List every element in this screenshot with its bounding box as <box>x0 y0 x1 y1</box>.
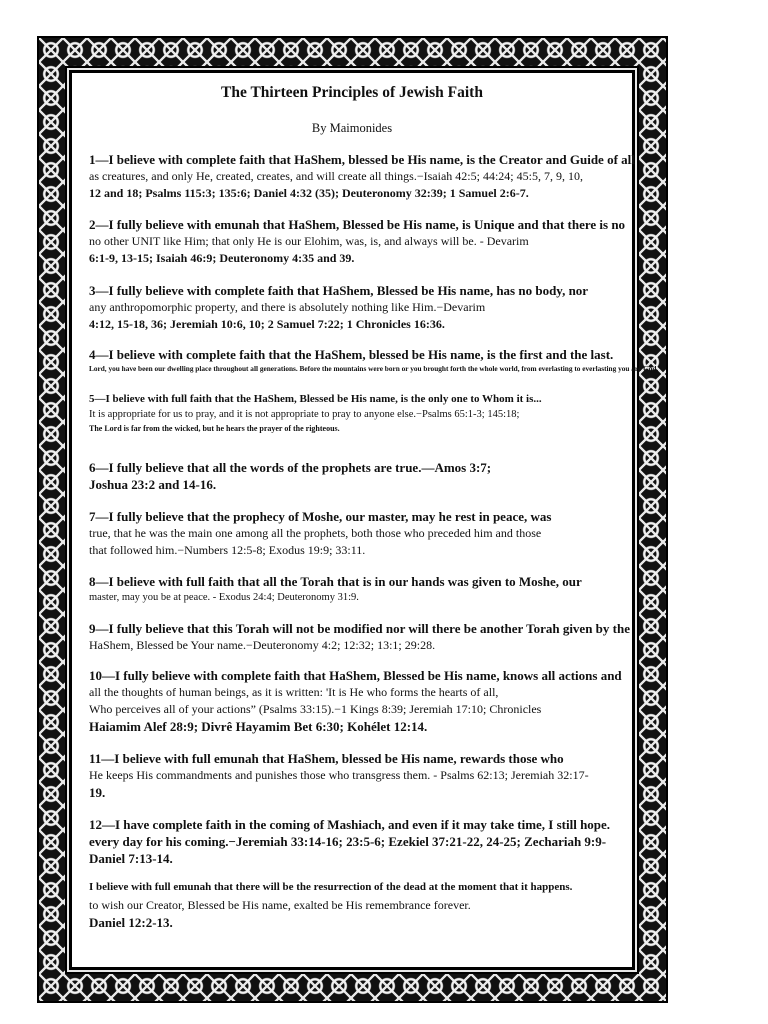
principle-2-heading: 2—I fully believe with emunah that HaShem, Blessed be His name, is Unique and that there is no <box>89 217 626 232</box>
principle-5-verse: The Lord is far from the wicked, but he hears the prayer of the righteous. <box>89 424 340 433</box>
principle-2-text: no other UNIT like Him; that only He is our Elohim, was, is, and always will be. - Devarim <box>89 234 529 248</box>
principle-6 <box>89 459 629 493</box>
principle-4-verse: Lord, you have been our dwelling place throughout all generations. Before the mountains were born or you brought forth the whole world, from everlasting to everlasting you are God. <box>89 364 659 373</box>
principle-10-heading: 10—I fully believe with complete faith that HaShem, Blessed be His name, knows all actions and <box>89 668 622 683</box>
principle-10-text-cont: Who perceives all of your actions” (Psalms 33:15).−1 Kings 8:39; Jeremiah 17:10; Chronicles <box>89 702 542 716</box>
principle-10-references: Haiamim Alef 28:9; Divrê Hayamim Bet 6:30; Kohélet 12:14. <box>89 719 428 734</box>
principle-6-references: Joshua 23:2 and 14-16. <box>89 477 217 492</box>
principle-3-text: any anthropomorphic property, and there is absolutely nothing like Him.−Devarim <box>89 300 486 314</box>
principle-2-references: 6:1-9, 13-15; Isaiah 46:9; Deuteronomy 4:35 and 39. <box>89 251 355 265</box>
principle-2 <box>89 216 629 267</box>
principle-5 <box>89 391 629 435</box>
principle-4 <box>89 346 768 375</box>
principle-6-heading: 6—I fully believe that all the words of the prophets are true.—Amos 3:7; <box>89 460 492 475</box>
principle-11-heading: 11—I believe with full emunah that HaShem, blessed be His name, rewards those who <box>89 751 564 766</box>
principle-11-text: He keeps His commandments and punishes those who transgress them. - Psalms 62:13; Jeremiah 32:17- <box>89 768 589 782</box>
principle-8 <box>89 573 629 606</box>
principle-12 <box>89 816 629 867</box>
principle-1-references: 12 and 18; Psalms 115:3; 135:6; Daniel 4:32 (35); Deuteronomy 32:39; 1 Samuel 2:6-7. <box>89 186 529 200</box>
principle-1-heading: 1—I believe with complete faith that HaShem, blessed be His name, is the Creator and Guide of all <box>89 152 635 167</box>
principle-1-text: as creatures, and only He, created, creates, and will create all things.−Isaiah 42:5; 44:24; 45:5, 7, 9, 10, <box>89 169 583 183</box>
principle-7 <box>89 508 629 559</box>
principle-10 <box>89 667 629 735</box>
principle-13-heading: I believe with full emunah that there will be the resurrection of the dead at the moment that it happens. <box>89 881 573 893</box>
principle-12-heading: 12—I have complete faith in the coming of Mashiach, and even if it may take time, I still hope. <box>89 817 611 832</box>
principle-3 <box>89 282 629 333</box>
principle-3-references: 4:12, 15-18, 36; Jeremiah 10:6, 10; 2 Samuel 7:22; 1 Chronicles 16:36. <box>89 317 445 331</box>
principle-9 <box>89 620 629 654</box>
principle-11-references: 19. <box>89 785 106 800</box>
principle-13 <box>89 879 629 931</box>
author-line: By Maimonides <box>311 121 393 135</box>
principle-7-text: true, that he was the main one among all the prophets, both those who preceded him and those <box>89 526 542 540</box>
principle-3-heading: 3—I fully believe with complete faith that HaShem, Blessed be His name, has no body, nor <box>89 283 589 298</box>
principle-9-heading: 9—I fully believe that this Torah will not be modified nor will there be another Torah given by the <box>89 621 630 636</box>
principle-4-heading: 4—I believe with complete faith that the HaShem, blessed be His name, is the first and the last. <box>89 347 614 362</box>
principle-5-text: It is appropriate for us to pray, and it is not appropriate to pray to anyone else.−Psalms 65:1-3; 145:18; <box>89 409 520 420</box>
principle-7-heading: 7—I fully believe that the prophecy of Moshe, our master, may he rest in peace, was <box>89 509 552 524</box>
principle-5-heading: 5—I believe with full faith that the HaShem, Blessed be His name, is the only one to Whom it is... <box>89 393 542 405</box>
principle-8-heading: 8—I believe with full faith that all the Torah that is in our hands was given to Moshe, our <box>89 574 582 589</box>
principle-1 <box>89 151 635 202</box>
principle-11 <box>89 750 629 801</box>
page-title: The Thirteen Principles of Jewish Faith <box>221 84 483 101</box>
principle-12-references: every day for his coming.−Jeremiah 33:14-16; 23:5-6; Ezekiel 37:21-22, 24-25; Zechariah 9:9- <box>89 834 607 849</box>
principle-9-text: HaShem, Blessed be Your name.−Deuteronomy 4:2; 12:32; 13:1; 29:28. <box>89 638 436 652</box>
principle-13-references: Daniel 12:2-13. <box>89 915 173 930</box>
principle-8-text: master, may you be at peace. - Exodus 24:4; Deuteronomy 31:9. <box>89 592 359 603</box>
principle-10-text: all the thoughts of human beings, as it is written: 'It is He who forms the hearts of all, <box>89 685 499 699</box>
principle-7-references: that followed him.−Numbers 12:5-8; Exodus 19:9; 33:11. <box>89 543 366 557</box>
principle-13-text: to wish our Creator, Blessed be His name, exalted be His remembrance forever. <box>89 898 471 912</box>
principle-12-references-cont: Daniel 7:13-14. <box>89 851 173 866</box>
